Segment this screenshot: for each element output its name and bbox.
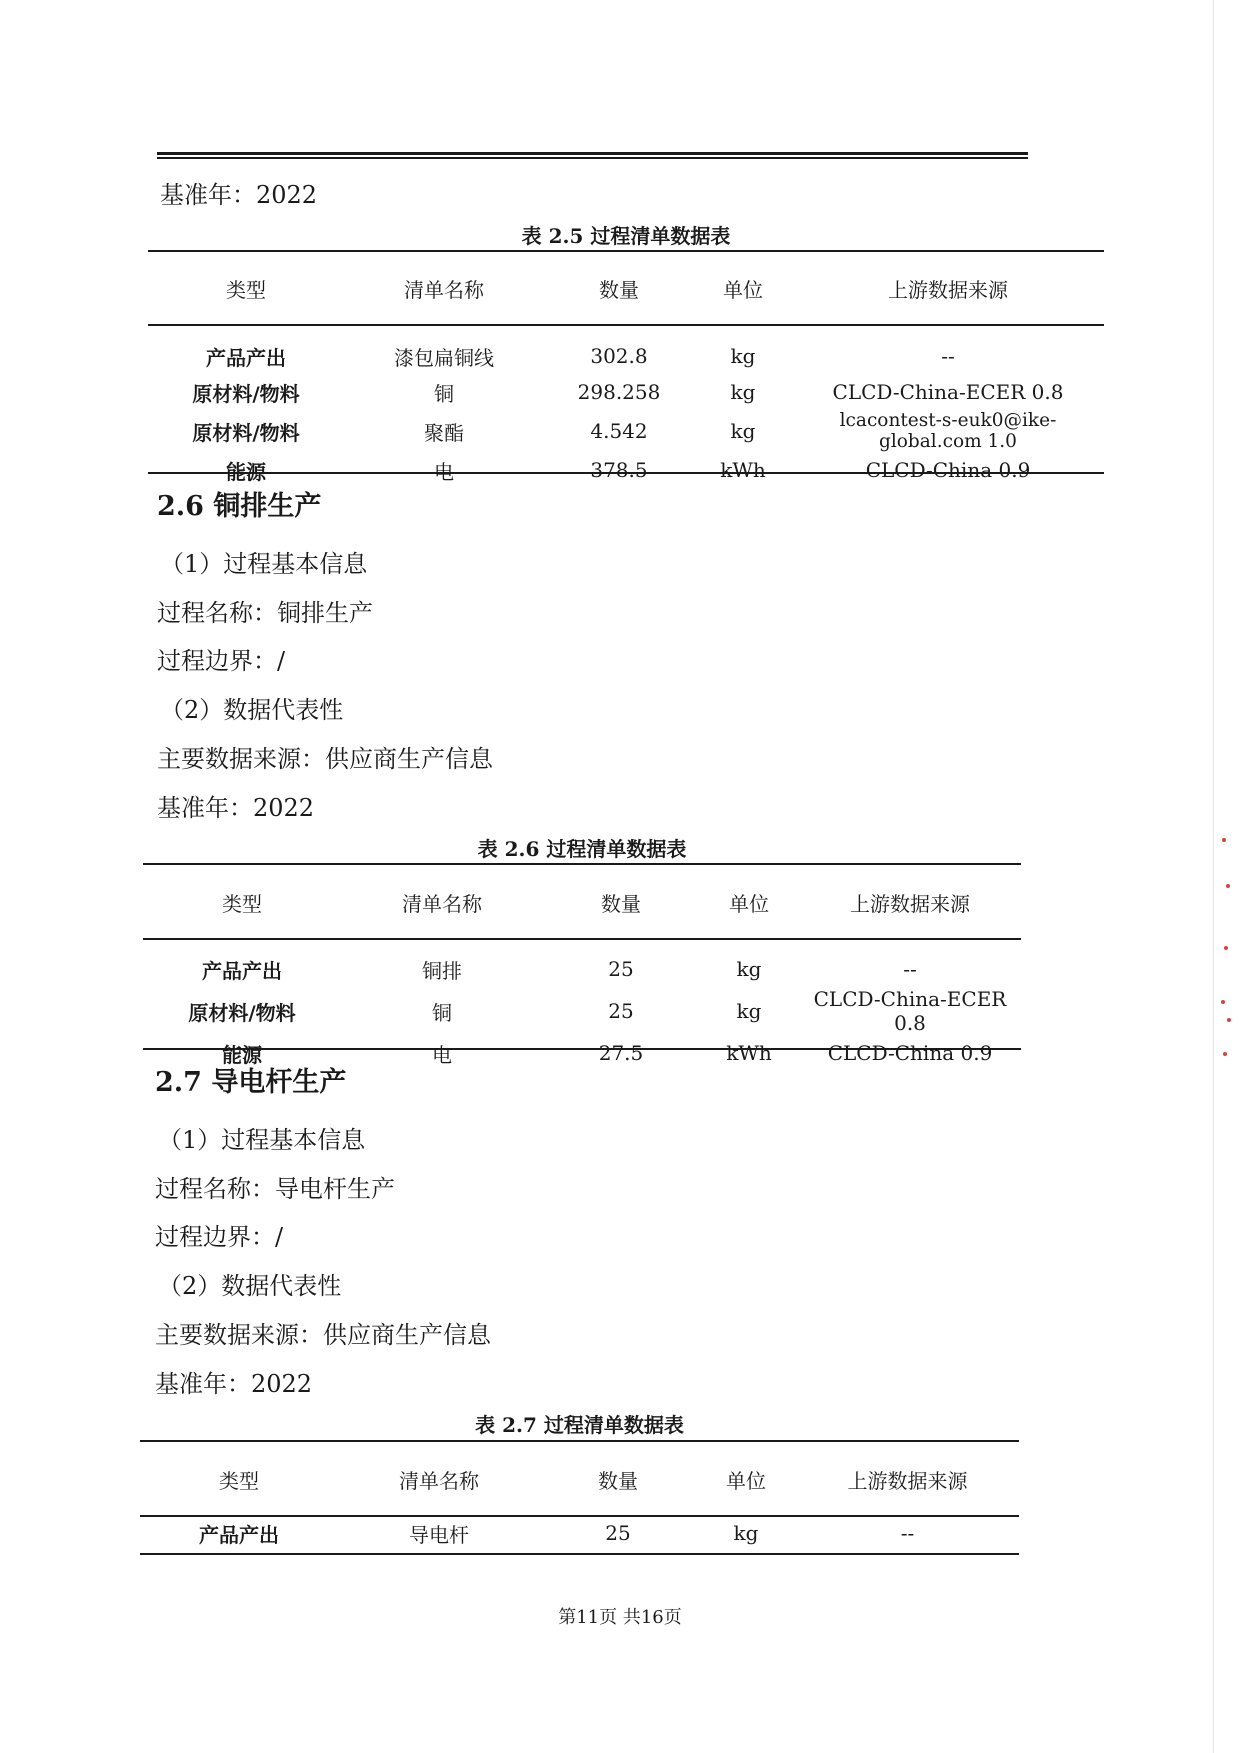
table-row xyxy=(148,452,1104,488)
cell-item-name: 导电杆 xyxy=(409,1522,469,1547)
table-2-7-bottom-rule xyxy=(140,1553,1019,1555)
cell-unit: kg xyxy=(736,999,762,1023)
table-2-6-top-rule xyxy=(143,863,1021,865)
page-edge xyxy=(1213,0,1214,1753)
cell-item-name: 漆包扁铜线 xyxy=(394,345,494,370)
table-2-5-top-rule xyxy=(148,250,1104,252)
base-year-2-6: 基准年：2022 xyxy=(157,794,315,822)
process-name-2-7: 过程名称：导电杆生产 xyxy=(155,1175,395,1203)
col-header-item-name: 清单名称 xyxy=(402,891,482,916)
cell-unit: kg xyxy=(736,957,762,981)
table-row xyxy=(140,1515,1019,1551)
info-title-2-7: （1）过程基本信息 xyxy=(158,1126,366,1154)
col-header-quantity: 数量 xyxy=(599,277,639,302)
cell-unit: kg xyxy=(730,380,756,404)
table-2-5 xyxy=(148,262,1104,488)
col-header-unit: 单位 xyxy=(726,1468,766,1493)
cell-quantity: 25 xyxy=(608,999,634,1023)
col-header-upstream-source: 上游数据来源 xyxy=(888,277,1008,302)
cell-item-name: 铜 xyxy=(434,381,454,406)
table-header-row xyxy=(143,876,1021,928)
cell-item-name: 铜排 xyxy=(422,958,462,983)
col-header-upstream-source: 上游数据来源 xyxy=(850,891,970,916)
col-header-quantity: 数量 xyxy=(601,891,641,916)
cell-type: 原材料/物料 xyxy=(192,381,300,406)
cell-type: 原材料/物料 xyxy=(192,420,300,445)
cell-unit: kg xyxy=(730,419,756,443)
seal-mark xyxy=(1223,1052,1227,1056)
cell-type: 能源 xyxy=(222,1042,262,1067)
header-rule-bottom xyxy=(157,157,1028,159)
col-header-type: 类型 xyxy=(226,277,266,302)
cell-item-name: 铜 xyxy=(432,1000,452,1025)
table-2-7-top-rule xyxy=(140,1440,1019,1442)
cell-unit: kg xyxy=(730,344,756,368)
cell-type: 原材料/物料 xyxy=(188,1000,296,1025)
col-header-item-name: 清单名称 xyxy=(399,1468,479,1493)
seal-mark xyxy=(1224,946,1228,950)
cell-unit: kg xyxy=(733,1521,759,1545)
cell-item-name: 聚酯 xyxy=(424,420,464,445)
page-number: 第11页 共16页 xyxy=(558,1607,682,1628)
cell-unit: kWh xyxy=(720,458,766,482)
section-heading-2-6: 2.6 铜排生产 xyxy=(157,491,322,522)
base-year-2-7: 基准年：2022 xyxy=(155,1370,313,1398)
cell-type: 能源 xyxy=(226,459,266,484)
representativeness-title-2-7: （2）数据代表性 xyxy=(158,1272,342,1300)
cell-quantity: 298.258 xyxy=(577,380,661,404)
table-row xyxy=(148,374,1104,410)
cell-upstream-source: CLCD-China-ECER 0.8 xyxy=(832,380,1064,404)
seal-mark xyxy=(1227,1018,1231,1022)
table-row xyxy=(143,951,1021,987)
cell-upstream-source: -- xyxy=(941,344,955,368)
col-header-unit: 单位 xyxy=(723,277,763,302)
cell-upstream-source: -- xyxy=(903,957,917,981)
table-row xyxy=(148,338,1104,374)
representativeness-title-2-6: （2）数据代表性 xyxy=(160,696,344,724)
table-header-row xyxy=(148,262,1104,314)
seal-mark xyxy=(1226,884,1230,888)
main-data-source-2-6: 主要数据来源：供应商生产信息 xyxy=(157,745,493,773)
seal-mark xyxy=(1222,838,1226,842)
cell-quantity: 4.542 xyxy=(590,419,648,443)
col-header-upstream-source: 上游数据来源 xyxy=(847,1468,968,1493)
cell-upstream-source: lcacontest-s-euk0@ike-global.com 1.0 xyxy=(839,410,1057,452)
seal-mark xyxy=(1221,1000,1225,1004)
process-name-2-6: 过程名称：铜排生产 xyxy=(157,599,373,627)
cell-quantity: 25 xyxy=(605,1521,631,1545)
section-heading-2-7: 2.7 导电杆生产 xyxy=(155,1067,347,1098)
header-rule-top xyxy=(157,152,1028,155)
cell-item-name: 电 xyxy=(432,1042,452,1067)
cell-type: 产品产出 xyxy=(206,345,286,370)
table-caption-2-7: 表 2.7 过程清单数据表 xyxy=(475,1413,684,1437)
col-header-unit: 单位 xyxy=(729,891,769,916)
cell-quantity: 378.5 xyxy=(590,458,648,482)
table-2-7 xyxy=(140,1453,1019,1551)
base-year-2-5: 基准年：2022 xyxy=(160,181,318,209)
col-header-quantity: 数量 xyxy=(598,1468,638,1493)
table-caption-2-6: 表 2.6 过程清单数据表 xyxy=(477,837,687,861)
cell-upstream-source: CLCD-China 0.9 xyxy=(865,458,1031,482)
cell-upstream-source: CLCD-China 0.9 xyxy=(827,1041,993,1065)
table-row xyxy=(143,987,1021,1035)
table-row xyxy=(148,410,1104,452)
cell-quantity: 302.8 xyxy=(590,344,648,368)
info-title-2-6: （1）过程基本信息 xyxy=(160,550,368,578)
col-header-item-name: 清单名称 xyxy=(404,277,484,302)
table-2-6 xyxy=(143,876,1021,1071)
cell-type: 产品产出 xyxy=(202,958,282,983)
cell-item-name: 电 xyxy=(434,459,454,484)
cell-upstream-source: CLCD-China-ECER 0.8 xyxy=(813,987,1007,1035)
table-caption-2-5: 表 2.5 过程清单数据表 xyxy=(521,224,731,248)
cell-unit: kWh xyxy=(726,1041,772,1065)
process-boundary-2-6: 过程边界：/ xyxy=(157,647,286,675)
cell-upstream-source: -- xyxy=(900,1521,915,1545)
cell-type: 产品产出 xyxy=(199,1522,279,1547)
main-data-source-2-7: 主要数据来源：供应商生产信息 xyxy=(155,1321,491,1349)
table-header-row xyxy=(140,1453,1019,1505)
col-header-type: 类型 xyxy=(222,891,262,916)
cell-quantity: 25 xyxy=(608,957,634,981)
process-boundary-2-7: 过程边界：/ xyxy=(155,1223,284,1251)
cell-quantity: 27.5 xyxy=(598,1041,644,1065)
col-header-type: 类型 xyxy=(219,1468,259,1493)
